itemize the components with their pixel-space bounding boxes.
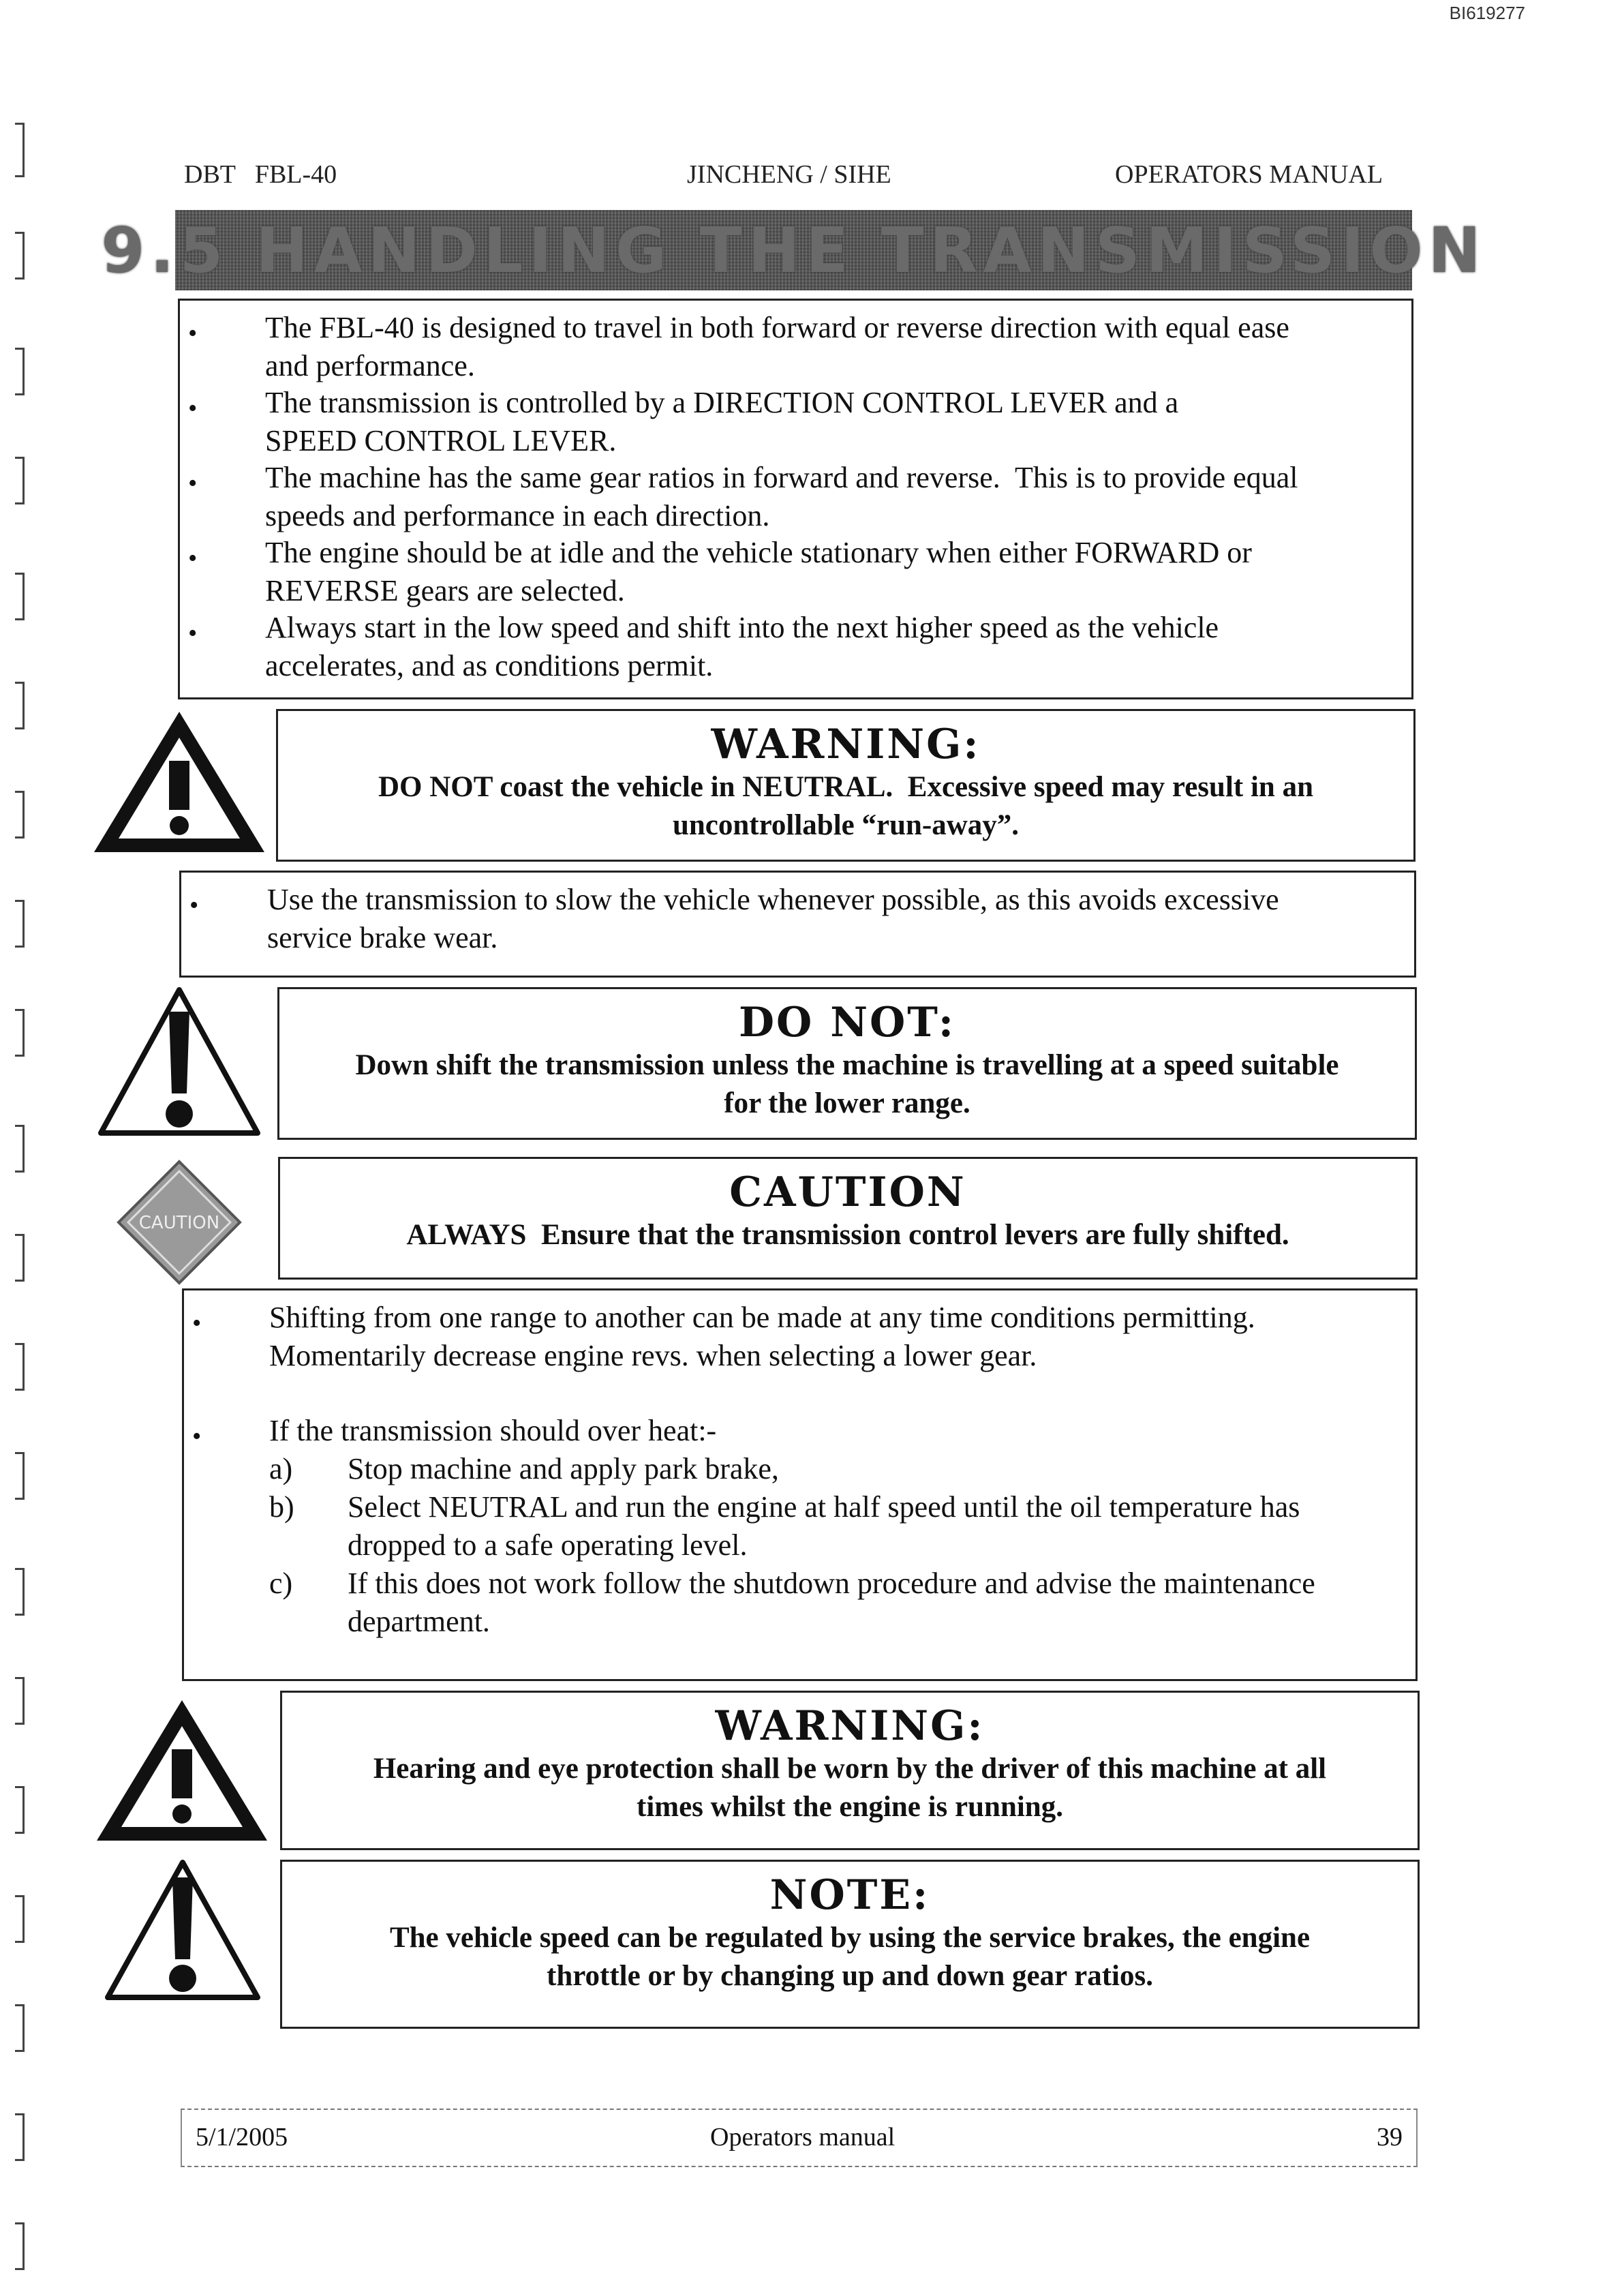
caution-text-line: ALWAYS Ensure that the transmission control levers are fully shifted.	[406, 1219, 1289, 1251]
donot-text-line: Down shift the transmission unless the machine is travelling at a speed suitable	[355, 1049, 1339, 1081]
step-line: department.	[348, 1605, 490, 1638]
section-title: 9.5 HANDLING THE TRANSMISSION	[101, 213, 1486, 287]
bullet-line: accelerates, and as conditions permit.	[265, 649, 714, 682]
step-line: Select NEUTRAL and run the engine at half speed until the oil temperature has	[348, 1490, 1300, 1524]
warning-triangle-icon	[102, 1857, 263, 2003]
margin-mark	[15, 1125, 25, 1173]
bullet-marker: •	[188, 544, 198, 573]
bullet-marker: •	[188, 319, 198, 348]
margin-mark	[15, 348, 25, 395]
bullet-line: SPEED CONTROL LEVER.	[265, 424, 617, 457]
bullet-line: Shifting from one range to another can be made at any time conditions permitting.	[269, 1301, 1255, 1334]
bullet-marker: •	[189, 891, 199, 920]
margin-mark	[15, 1234, 25, 1282]
warning-triangle-icon	[89, 706, 270, 858]
warning-title: WARNING:	[711, 721, 981, 768]
warning-triangle-icon	[95, 984, 263, 1138]
bullet-line: Use the transmission to slow the vehicle whenever possible, as this avoids excessive	[267, 883, 1279, 916]
bullet-line: Always start in the low speed and shift into the next higher speed as the vehicle	[265, 611, 1219, 644]
margin-mark	[15, 573, 25, 620]
footer-date: 5/1/2005	[196, 2123, 288, 2151]
header-center: JINCHENG / SIHE	[687, 160, 891, 189]
page-number: 39	[1377, 2123, 1403, 2151]
margin-mark	[15, 1786, 25, 1834]
warning-text-line: Hearing and eye protection shall be worn by the driver of this machine at all	[373, 1753, 1327, 1785]
step-label: b)	[269, 1490, 294, 1524]
step-label: a)	[269, 1452, 293, 1485]
note-text-line: The vehicle speed can be regulated by using the service brakes, the engine	[389, 1922, 1311, 1954]
bullet-line: The transmission is controlled by a DIRECTION CONTROL LEVER and a	[265, 386, 1179, 419]
warning-callout-protection	[280, 1691, 1420, 1850]
warning-text-line: DO NOT coast the vehicle in NEUTRAL. Excessive speed may result in an	[378, 771, 1314, 803]
donot-title: DO NOT:	[739, 999, 955, 1046]
margin-mark	[15, 1343, 25, 1391]
bullet-line: Momentarily decrease engine revs. when selecting a lower gear.	[269, 1339, 1037, 1372]
margin-mark	[15, 1677, 25, 1725]
caution-title: CAUTION	[729, 1168, 966, 1216]
margin-mark	[15, 791, 25, 839]
donot-text-line: for the lower range.	[724, 1087, 970, 1119]
header-right: OPERATORS MANUAL	[1115, 160, 1383, 189]
margin-mark	[15, 900, 25, 948]
bullet-line: The FBL-40 is designed to travel in both forward or reverse direction with equal ease	[265, 311, 1289, 344]
note-title: NOTE:	[769, 1871, 930, 1919]
bullet-marker: •	[188, 469, 198, 498]
margin-mark	[15, 232, 25, 280]
margin-mark	[15, 2113, 25, 2161]
step-line: dropped to a safe operating level.	[348, 1528, 748, 1562]
margin-mark	[15, 1895, 25, 1943]
info-box-slow-vehicle	[179, 871, 1416, 978]
caution-icon-label: CAUTION	[138, 1213, 220, 1233]
info-box-transmission-basics	[178, 299, 1413, 699]
note-text-line: throttle or by changing up and down gear ratios.	[547, 1960, 1153, 1992]
bullet-line: service brake wear.	[267, 921, 498, 954]
caution-diamond-icon	[116, 1159, 243, 1286]
info-box-shifting-overheat	[182, 1288, 1418, 1681]
margin-mark	[15, 1568, 25, 1616]
warning-text-line: times whilst the engine is running.	[637, 1791, 1063, 1823]
margin-mark	[15, 682, 25, 729]
step-line: Stop machine and apply park brake,	[348, 1452, 779, 1485]
bullet-line: and performance.	[265, 349, 475, 382]
warning-text-line: uncontrollable “run-away”.	[672, 809, 1020, 841]
section-title-banner	[101, 210, 1486, 290]
header-left: DBT FBL-40	[184, 160, 337, 189]
bullet-marker: •	[192, 1309, 202, 1338]
margin-mark	[15, 1009, 25, 1057]
margin-mark	[15, 2222, 25, 2270]
step-label: c)	[269, 1567, 293, 1600]
caution-callout-levers	[278, 1157, 1418, 1280]
bullet-marker: •	[188, 394, 198, 423]
bullet-marker: •	[188, 619, 198, 648]
warning-title: WARNING:	[715, 1702, 985, 1750]
donot-callout-downshift	[277, 987, 1417, 1140]
document-id: BI619277	[1449, 3, 1525, 23]
bullet-marker: •	[192, 1422, 202, 1451]
warning-triangle-icon	[91, 1695, 273, 1846]
bullet-line: The engine should be at idle and the vehicle stationary when either FORWARD or	[265, 536, 1252, 569]
margin-mark	[15, 123, 25, 177]
warning-callout-neutral	[276, 709, 1416, 862]
page-footer	[181, 2109, 1418, 2167]
margin-mark	[15, 457, 25, 504]
bullet-line: REVERSE gears are selected.	[265, 574, 625, 607]
margin-mark	[15, 2004, 25, 2052]
bullet-line: The machine has the same gear ratios in forward and reverse. This is to provide equal	[265, 461, 1298, 494]
note-callout-speed	[280, 1860, 1420, 2029]
margin-mark	[15, 1452, 25, 1500]
bullet-line: If the transmission should over heat:-	[269, 1414, 717, 1447]
step-line: If this does not work follow the shutdown procedure and advise the maintenance	[348, 1567, 1315, 1600]
bullet-line: speeds and performance in each direction.	[265, 499, 770, 532]
footer-title: Operators manual	[710, 2123, 896, 2151]
